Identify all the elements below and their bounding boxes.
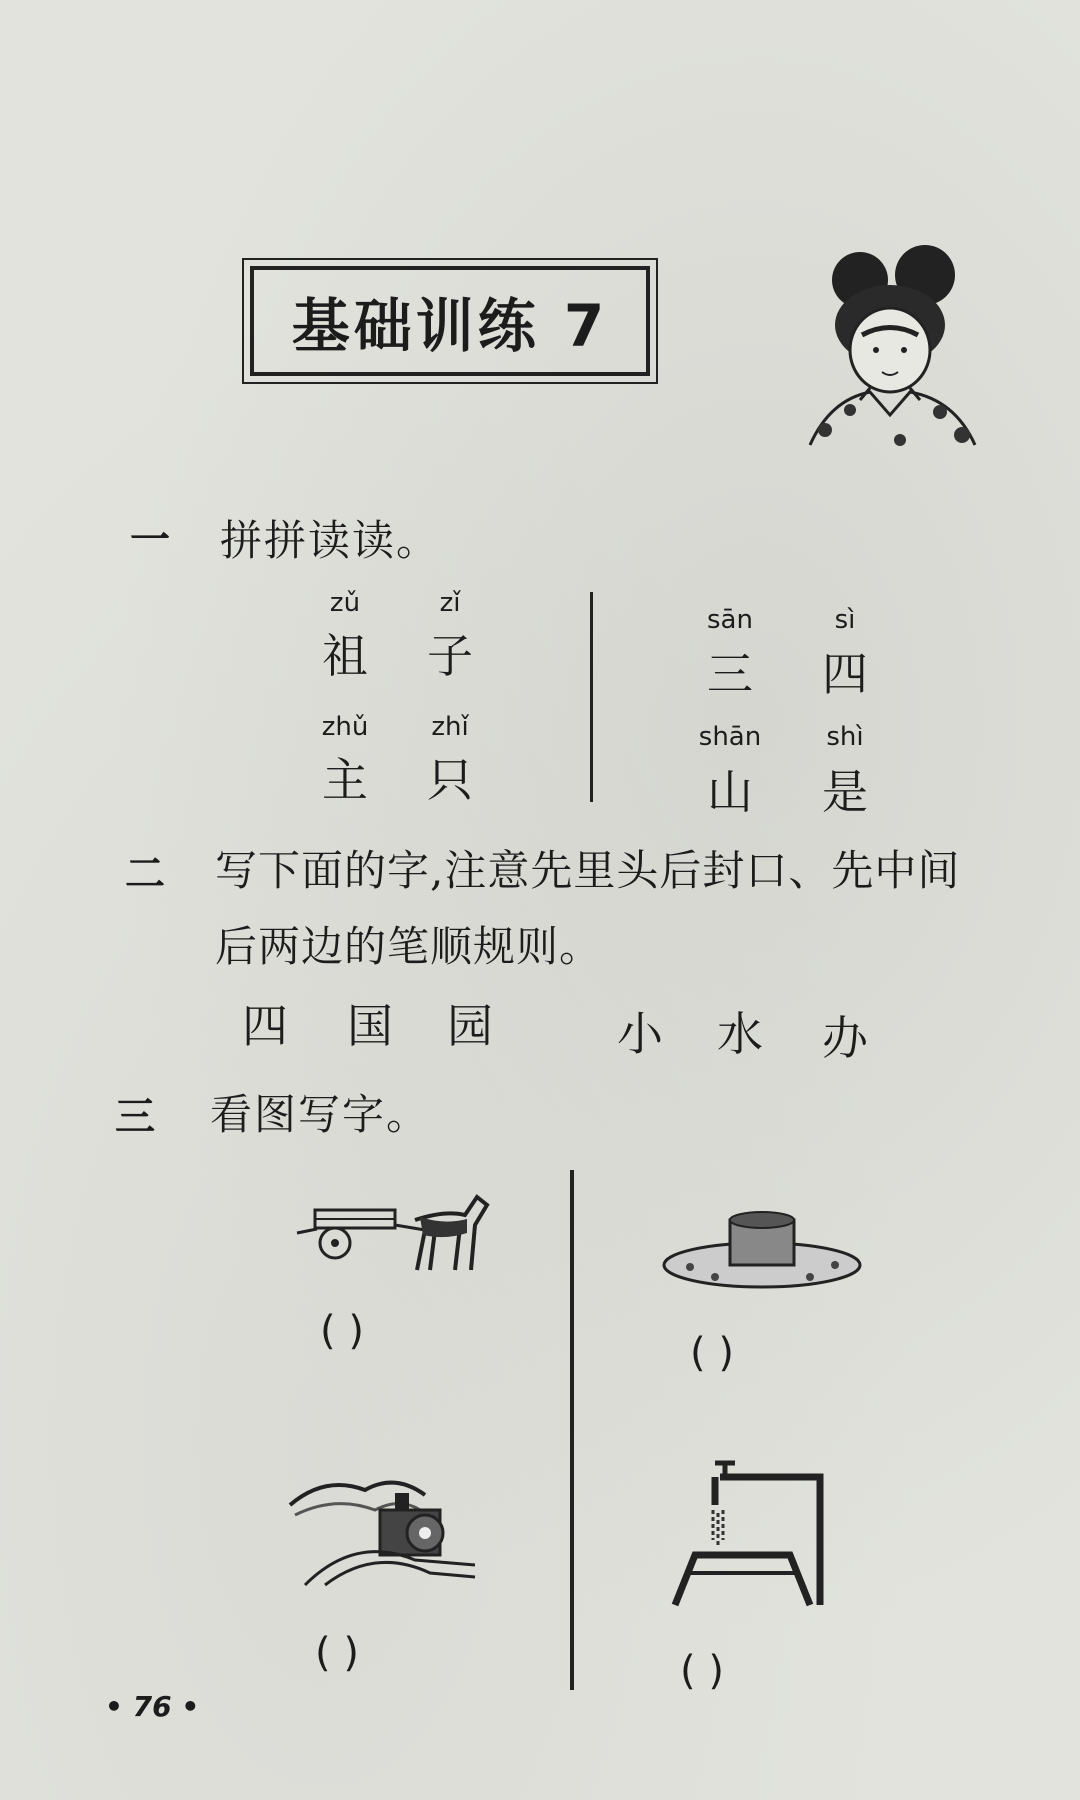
hanzi: 是 (822, 765, 868, 819)
hanzi: 子 (427, 629, 473, 683)
answer-blank[interactable]: ( ) (320, 1308, 364, 1354)
page-title: 基础训练 7 (250, 266, 650, 376)
pinyin: sì (834, 605, 856, 635)
section-3-instruction: 看图写字。 (210, 1090, 431, 1139)
hanzi: 主 (322, 753, 368, 807)
section-2-instruction-line2: 后两边的笔顺规则。 (215, 922, 603, 971)
hanzi: 只 (427, 753, 473, 807)
practice-char: 水 (717, 1007, 763, 1061)
page-number-value: 76 (132, 1690, 172, 1723)
hanzi: 四 (822, 647, 868, 701)
pinyin: zǐ (439, 588, 461, 618)
answer-blank[interactable]: ( ) (690, 1330, 734, 1376)
pinyin: shān (698, 722, 762, 752)
hanzi: 祖 (322, 629, 368, 683)
practice-char: 小 (617, 1007, 663, 1061)
answer-blank[interactable]: ( ) (680, 1648, 724, 1694)
practice-char: 国 (347, 999, 393, 1053)
practice-char: 办 (822, 1011, 868, 1065)
section-3-number: 三 (115, 1094, 155, 1140)
pinyin: shì (826, 722, 864, 752)
picture-divider-line (570, 1170, 574, 1690)
pinyin: zhǐ (431, 712, 469, 742)
faucet-picture (670, 1455, 830, 1615)
answer-blank[interactable]: ( ) (315, 1630, 359, 1676)
practice-char: 园 (447, 999, 493, 1053)
divider-line (590, 592, 593, 802)
practice-char: 四 (242, 999, 288, 1053)
well-picture (660, 1205, 865, 1295)
section-1-number: 一 (130, 517, 170, 563)
hanzi: 山 (707, 765, 753, 819)
section-2-instruction-line1: 写下面的字,注意先里头后封口、先中间 (215, 846, 961, 895)
pinyin: sān (707, 605, 753, 635)
hanzi: 三 (707, 647, 753, 701)
pinyin: zhǔ (321, 712, 369, 742)
section-2-number: 二 (125, 851, 165, 897)
girl-illustration (790, 240, 990, 455)
section-1-instruction: 拼拼读读。 (220, 516, 441, 565)
pinyin: zǔ (329, 588, 361, 618)
horse-cart-picture (295, 1185, 495, 1275)
train-picture (285, 1465, 480, 1590)
page-number: • 76 • (105, 1690, 200, 1723)
